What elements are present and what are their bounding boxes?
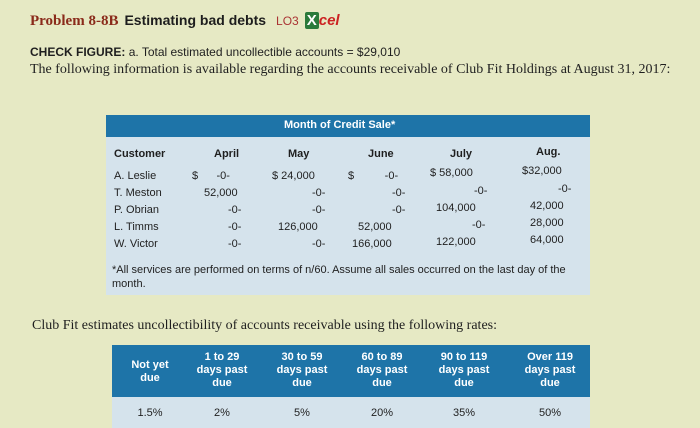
table-cell-april: -0- (228, 238, 242, 250)
table-cell-may: -0- (312, 204, 326, 216)
table-cell-aug: 28,000 (530, 217, 564, 229)
table-cell-aug: 42,000 (530, 200, 564, 212)
table-cell-june: 166,000 (352, 238, 392, 250)
table-row-customer: T. Meston (114, 187, 162, 199)
intro-paragraph: The following information is available regarding the accounts receivable of Club Fit Holdings at August 31, 2017: (30, 62, 671, 77)
check-figure-text: a. Total estimated uncollectible accounts = $29,010 (128, 45, 401, 59)
table-cell-june: -0- (392, 204, 406, 216)
rate-value: 50% (538, 407, 562, 419)
table-cell-may: 126,000 (278, 221, 318, 233)
problem-heading (30, 12, 340, 30)
table-cell-may: -0- (312, 238, 326, 250)
problem-title: Estimating bad debts (124, 12, 267, 28)
check-figure-label: CHECK FIGURE: (30, 45, 126, 59)
col-header-may: May (288, 148, 310, 160)
rates-table (112, 345, 590, 428)
learning-objective: LO3 (276, 14, 299, 28)
rate-value: 35% (452, 407, 476, 419)
rate-value: 2% (214, 407, 230, 419)
col-header-april: April (214, 148, 240, 160)
table-row-customer: A. Leslie (114, 170, 157, 182)
table-cell-june: 52,000 (358, 221, 392, 233)
col-header-july: July (450, 148, 473, 160)
rate-header-not-yet-due: Not yet due (131, 359, 169, 384)
table-cell-april: 52,000 (204, 187, 238, 199)
rate-header-90-119: 90 to 119 days past due (438, 351, 490, 389)
table-cell-may: $ 24,000 (272, 170, 315, 182)
table-cell-aug: -0- (558, 183, 572, 195)
rate-value: 20% (370, 407, 394, 419)
table-row-customer: P. Obrian (114, 204, 160, 216)
rate-value: 1.5% (137, 407, 163, 419)
table-row-customer: L. Timms (114, 221, 159, 233)
table-cell-june: -0- (392, 187, 406, 199)
table-row-customer: W. Victor (114, 238, 158, 250)
month-group-header: Month of Credit Sale* (284, 119, 396, 131)
col-header-customer: Customer (114, 148, 166, 160)
table-cell-july: 104,000 (436, 202, 476, 214)
rate-header-over-119: Over 119 days past due (524, 351, 576, 389)
problem-number: Problem 8-8B (30, 13, 119, 29)
receivables-table (106, 115, 590, 295)
table-cell-july: $ 58,000 (430, 167, 473, 179)
table-cell-july: -0- (474, 185, 488, 197)
table-cell-june: $ -0- (348, 170, 399, 182)
table-cell-april: -0- (228, 221, 242, 233)
table-footnote: *All services are performed on terms of n/60. Assume all sales occurred on the last day of the month. (112, 264, 566, 290)
table-cell-april: $ -0- (192, 170, 230, 182)
rates-intro: Club Fit estimates uncollectibility of accounts receivable using the following rates: (32, 318, 498, 333)
table-cell-july: -0- (472, 219, 486, 231)
table-cell-aug: 64,000 (530, 234, 564, 246)
rate-header-60-89: 60 to 89 days past due (356, 351, 408, 389)
excel-logo-icon: X cel (306, 12, 340, 29)
table-cell-july: 122,000 (436, 236, 476, 248)
check-figure (30, 45, 400, 59)
rate-header-1-29: 1 to 29 days past due (196, 351, 248, 389)
table-cell-aug: $32,000 (522, 165, 562, 177)
rate-header-30-59: 30 to 59 days past due (276, 351, 328, 389)
table-header-band (106, 115, 590, 137)
table-cell-may: -0- (312, 187, 326, 199)
table-cell-april: -0- (228, 204, 242, 216)
col-header-june: June (368, 148, 394, 160)
rate-value: 5% (294, 407, 310, 419)
col-header-aug: Aug. (536, 146, 561, 158)
